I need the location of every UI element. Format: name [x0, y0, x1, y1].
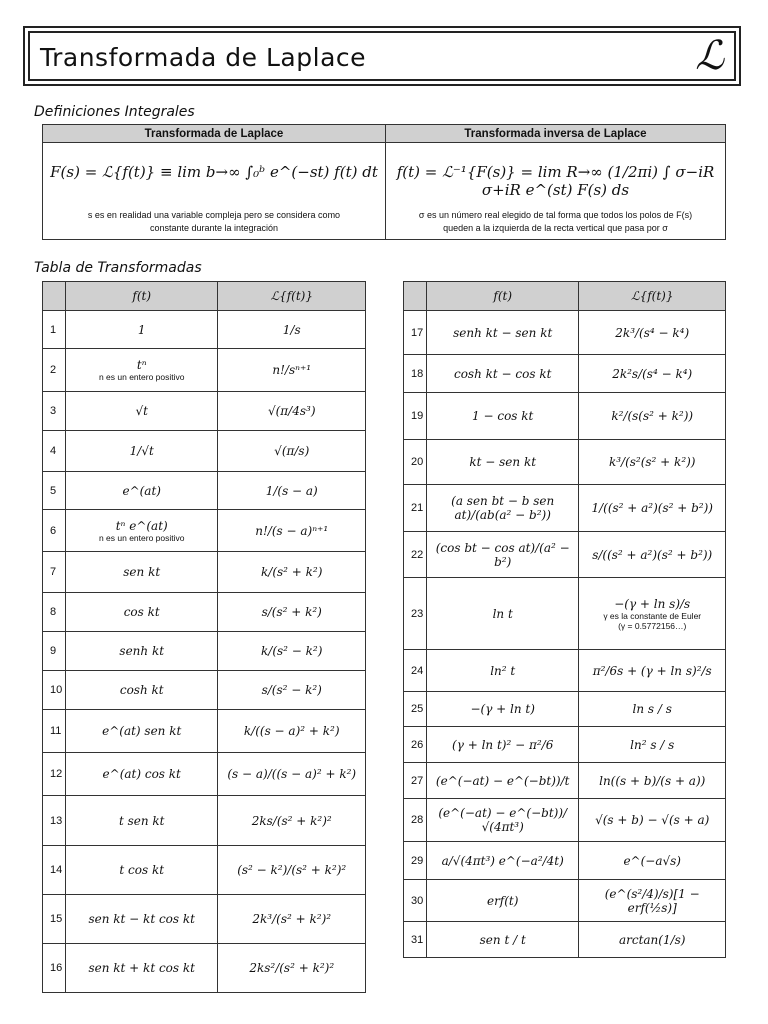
- fs-expression: k³/(s²(s² + k²)): [608, 455, 696, 469]
- fs-expression: √(π/s): [274, 444, 310, 458]
- fs-cell: [579, 650, 726, 692]
- table-row: [43, 472, 366, 510]
- fs-cell: [579, 393, 726, 440]
- ft-expression: erf(t): [486, 893, 519, 908]
- fs-expression: √(π/4s³): [267, 404, 316, 418]
- ft-expression: (e^(−at) − e^(−bt))/√(4πt³): [438, 806, 568, 834]
- table-row: [43, 671, 366, 710]
- fs-header: ℒ{f(t)}: [218, 282, 366, 311]
- table-row: [404, 922, 726, 958]
- ft-expression: sen kt + kt cos kt: [88, 961, 195, 975]
- fs-header: ℒ{f(t)}: [579, 282, 726, 311]
- fs-cell: [218, 349, 366, 392]
- table-row: [404, 311, 726, 355]
- row-number: 30: [404, 880, 427, 922]
- fs-expression: arctan(1/s): [618, 932, 686, 947]
- table-row: [43, 753, 366, 796]
- ft-cell: [426, 311, 578, 355]
- fs-cell: [579, 763, 726, 799]
- transforms-table-left: [42, 281, 366, 993]
- table-row: [43, 593, 366, 632]
- fs-expression: ln² s / s: [630, 737, 675, 752]
- row-number: 18: [404, 355, 427, 393]
- row-number: 17: [404, 311, 427, 355]
- row-number: 12: [43, 753, 66, 796]
- ft-cell: [65, 392, 217, 431]
- ft-cell: [65, 846, 217, 895]
- title-frame: [28, 31, 736, 81]
- ft-cell: [426, 842, 578, 880]
- fs-cell: [218, 710, 366, 753]
- table-row: [43, 632, 366, 671]
- ft-cell: [65, 552, 217, 593]
- table-row: [404, 799, 726, 842]
- fs-cell: [218, 392, 366, 431]
- fs-cell: [218, 632, 366, 671]
- ft-cell: [426, 880, 578, 922]
- row-number: 3: [43, 392, 66, 431]
- ft-cell: [65, 510, 217, 552]
- ft-expression: kt − sen kt: [469, 455, 537, 469]
- fs-cell: [579, 842, 726, 880]
- ft-cell: [426, 578, 578, 650]
- ft-header: f(t): [65, 282, 217, 311]
- ft-expression: t sen kt: [118, 813, 165, 828]
- fs-expression: k/(s² − k²): [261, 644, 323, 658]
- ft-cell: [426, 922, 578, 958]
- row-number: 4: [43, 431, 66, 472]
- ft-cell: [65, 895, 217, 944]
- table-row: [43, 895, 366, 944]
- transforms-table-right: [403, 281, 726, 958]
- row-number: 9: [43, 632, 66, 671]
- table-row: [404, 532, 726, 578]
- transforms-label: Tabla de Transformadas: [34, 260, 202, 276]
- fs-expression: n!/sⁿ⁺¹: [272, 363, 312, 377]
- fs-cell: [579, 799, 726, 842]
- laplace-heading: Transformada de Laplace: [43, 125, 386, 143]
- fs-expression: 2k³/(s⁴ − k⁴): [615, 325, 690, 340]
- fs-cell: [218, 753, 366, 796]
- ft-expression: ln t: [492, 606, 513, 621]
- ft-cell: [65, 671, 217, 710]
- ft-expression: √t: [135, 404, 148, 418]
- ft-cell: [65, 349, 217, 392]
- fs-expression: n!/(s − a)ⁿ⁺¹: [255, 523, 329, 538]
- fs-cell: [579, 727, 726, 763]
- row-number: 7: [43, 552, 66, 593]
- fs-note: (γ = 0.5772156…): [618, 620, 687, 631]
- ft-cell: [426, 799, 578, 842]
- definitions-label: Definiciones Integrales: [34, 104, 195, 120]
- ft-note: n es un entero positivo: [98, 532, 185, 543]
- fs-expression: −(γ + ln s)/s: [614, 596, 691, 611]
- ft-expression: 1/√t: [129, 444, 154, 458]
- fs-cell: [579, 532, 726, 578]
- fs-expression: ln((s + b)/(s + a)): [599, 773, 706, 788]
- table-row: [43, 710, 366, 753]
- fs-cell: [579, 692, 726, 727]
- ft-cell: [426, 532, 578, 578]
- ft-note: n es un entero positivo: [98, 372, 185, 382]
- ft-expression: 1 − cos kt: [472, 409, 534, 423]
- inverse-definition-cell: [386, 143, 726, 240]
- ft-expression: (cos bt − cos at)/(a² − b²): [435, 540, 570, 569]
- ft-expression: tⁿ e^(at): [115, 518, 168, 533]
- table-row: [404, 763, 726, 799]
- ft-header: f(t): [426, 282, 578, 311]
- table-row: [404, 692, 726, 727]
- row-number: 1: [43, 311, 66, 349]
- row-number: 24: [404, 650, 427, 692]
- row-number: 25: [404, 692, 427, 727]
- fs-expression: (e^(s²/4)/s)[1 − erf(½s)]: [604, 886, 700, 915]
- row-number: 26: [404, 727, 427, 763]
- ft-expression: (a sen bt − b sen at)/(ab(a² − b²)): [451, 494, 555, 522]
- row-number: 20: [404, 440, 427, 485]
- laplace-definition-cell: [43, 143, 386, 240]
- inverse-heading: Transformada inversa de Laplace: [386, 125, 726, 143]
- fs-cell: [579, 311, 726, 355]
- laplace-note: s es en realidad una variable compleja pero se considera como constante durante la integración: [87, 210, 341, 233]
- index-header: [404, 282, 427, 311]
- fs-cell: [218, 311, 366, 349]
- ft-expression: a/√(4πt³) e^(−a²/4t): [441, 853, 564, 868]
- ft-cell: [426, 650, 578, 692]
- title-box: [23, 26, 741, 86]
- ft-cell: [426, 485, 578, 532]
- fs-expression: e^(−a√s): [623, 853, 681, 868]
- row-number: 22: [404, 532, 427, 578]
- fs-cell: [218, 552, 366, 593]
- fs-cell: [579, 485, 726, 532]
- ft-expression: (e^(−at) − e^(−bt))/t: [435, 773, 570, 788]
- table-row: [404, 880, 726, 922]
- ft-expression: sen kt: [123, 565, 161, 579]
- fs-cell: [218, 846, 366, 895]
- table-row: [43, 944, 366, 993]
- table-row: [43, 796, 366, 846]
- fs-expression: 2k²s/(s⁴ − k⁴): [612, 366, 693, 381]
- row-number: 10: [43, 671, 66, 710]
- row-number: 14: [43, 846, 66, 895]
- fs-expression: 1/(s − a): [265, 483, 318, 498]
- fs-expression: k/((s − a)² + k²): [243, 724, 340, 738]
- ft-cell: [65, 753, 217, 796]
- ft-cell: [65, 710, 217, 753]
- ft-expression: −(γ + ln t): [470, 702, 535, 716]
- fs-expression: π²/6s + (γ + ln s)²/s: [592, 663, 712, 678]
- table-row: [43, 846, 366, 895]
- fs-expression: 2ks/(s² + k²)²: [251, 813, 332, 828]
- table-row: [43, 552, 366, 593]
- table-row: [404, 842, 726, 880]
- laplace-logo: ℒ: [695, 33, 724, 79]
- ft-expression: e^(at) sen kt: [102, 724, 182, 738]
- ft-cell: [65, 431, 217, 472]
- fs-expression: (s − a)/((s − a)² + k²): [227, 767, 357, 781]
- fs-expression: k/(s² + k²): [261, 565, 323, 579]
- fs-cell: [218, 796, 366, 846]
- fs-cell: [579, 922, 726, 958]
- row-number: 27: [404, 763, 427, 799]
- fs-expression: 1/((s² + a²)(s² + b²)): [591, 501, 713, 515]
- table-row: [404, 355, 726, 393]
- ft-expression: sen kt − kt cos kt: [88, 912, 195, 926]
- ft-expression: senh kt − sen kt: [453, 325, 553, 340]
- ft-cell: [65, 472, 217, 510]
- fs-expression: √(s + b) − √(s + a): [595, 813, 710, 827]
- ft-cell: [65, 944, 217, 993]
- table-row: [404, 650, 726, 692]
- ft-expression: cos kt: [123, 605, 160, 619]
- fs-note: γ es la constante de Euler: [603, 610, 702, 621]
- table-row: [404, 727, 726, 763]
- row-number: 6: [43, 510, 66, 552]
- ft-expression: e^(at): [122, 483, 161, 498]
- table-row: [404, 393, 726, 440]
- row-number: 8: [43, 593, 66, 632]
- fs-cell: [579, 355, 726, 393]
- ft-cell: [65, 796, 217, 846]
- ft-cell: [426, 692, 578, 727]
- ft-expression: cosh kt − cos kt: [453, 366, 552, 381]
- ft-expression: 1: [137, 322, 146, 337]
- fs-expression: s/(s² − k²): [261, 683, 322, 697]
- fs-cell: [218, 472, 366, 510]
- fs-expression: (s² − k²)/(s² + k²)²: [237, 863, 347, 877]
- definitions-table: [42, 124, 726, 240]
- fs-expression: s/((s² + a²)(s² + b²)): [592, 547, 713, 562]
- fs-cell: [218, 510, 366, 552]
- ft-cell: [65, 632, 217, 671]
- ft-expression: (γ + ln t)² − π²/6: [452, 737, 554, 752]
- ft-cell: [426, 727, 578, 763]
- ft-cell: [426, 393, 578, 440]
- row-number: 21: [404, 485, 427, 532]
- ft-expression: sen t / t: [479, 932, 526, 947]
- page-title: Transformada de Laplace: [40, 43, 367, 72]
- row-number: 29: [404, 842, 427, 880]
- row-number: 31: [404, 922, 427, 958]
- ft-expression: e^(at) cos kt: [102, 767, 181, 781]
- ft-expression: t cos kt: [119, 863, 165, 877]
- fs-expression: k²/(s(s² + k²)): [611, 409, 694, 423]
- fs-cell: [579, 440, 726, 485]
- ft-cell: [426, 355, 578, 393]
- table-row: [43, 311, 366, 349]
- table-row: [43, 392, 366, 431]
- table-row: [404, 440, 726, 485]
- table-row: [43, 510, 366, 552]
- row-number: 28: [404, 799, 427, 842]
- fs-cell: [579, 578, 726, 650]
- fs-expression: ln s / s: [632, 702, 672, 716]
- table-row: [404, 485, 726, 532]
- row-number: 15: [43, 895, 66, 944]
- fs-cell: [218, 944, 366, 993]
- index-header: [43, 282, 66, 311]
- ft-cell: [65, 311, 217, 349]
- fs-cell: [218, 671, 366, 710]
- fs-expression: 2k³/(s² + k²)²: [252, 912, 332, 926]
- row-number: 13: [43, 796, 66, 846]
- laplace-formula: F(s) = ℒ{f(t)} ≡ lim b→∞ ∫₀ᵇ e^(−st) f(t) dt: [50, 163, 378, 181]
- row-number: 2: [43, 349, 66, 392]
- fs-expression: 1/s: [282, 322, 301, 337]
- table-row: [43, 349, 366, 392]
- table-row: [43, 431, 366, 472]
- row-number: 16: [43, 944, 66, 993]
- row-number: 23: [404, 578, 427, 650]
- row-number: 11: [43, 710, 66, 753]
- ft-expression: senh kt: [119, 644, 165, 658]
- fs-cell: [218, 431, 366, 472]
- fs-cell: [218, 593, 366, 632]
- ft-cell: [426, 440, 578, 485]
- inverse-note: σ es un número real elegido de tal forma que todos los polos de F(s) queden a la izquierda de la recta vertical que pasa por σ: [418, 210, 693, 233]
- fs-expression: 2ks²/(s² + k²)²: [249, 961, 335, 975]
- ft-cell: [65, 593, 217, 632]
- fs-cell: [218, 895, 366, 944]
- row-number: 19: [404, 393, 427, 440]
- ft-expression: ln² t: [490, 663, 516, 678]
- inverse-formula: f(t) = ℒ⁻¹{F(s)} = lim R→∞ (1/2πi) ∫ σ−iR σ+iR e^(st) F(s) ds: [396, 163, 715, 199]
- row-number: 5: [43, 472, 66, 510]
- table-row: [404, 578, 726, 650]
- fs-expression: s/(s² + k²): [261, 605, 322, 619]
- fs-cell: [579, 880, 726, 922]
- ft-cell: [426, 763, 578, 799]
- ft-expression: cosh kt: [119, 683, 164, 697]
- ft-expression: tⁿ: [136, 358, 147, 372]
